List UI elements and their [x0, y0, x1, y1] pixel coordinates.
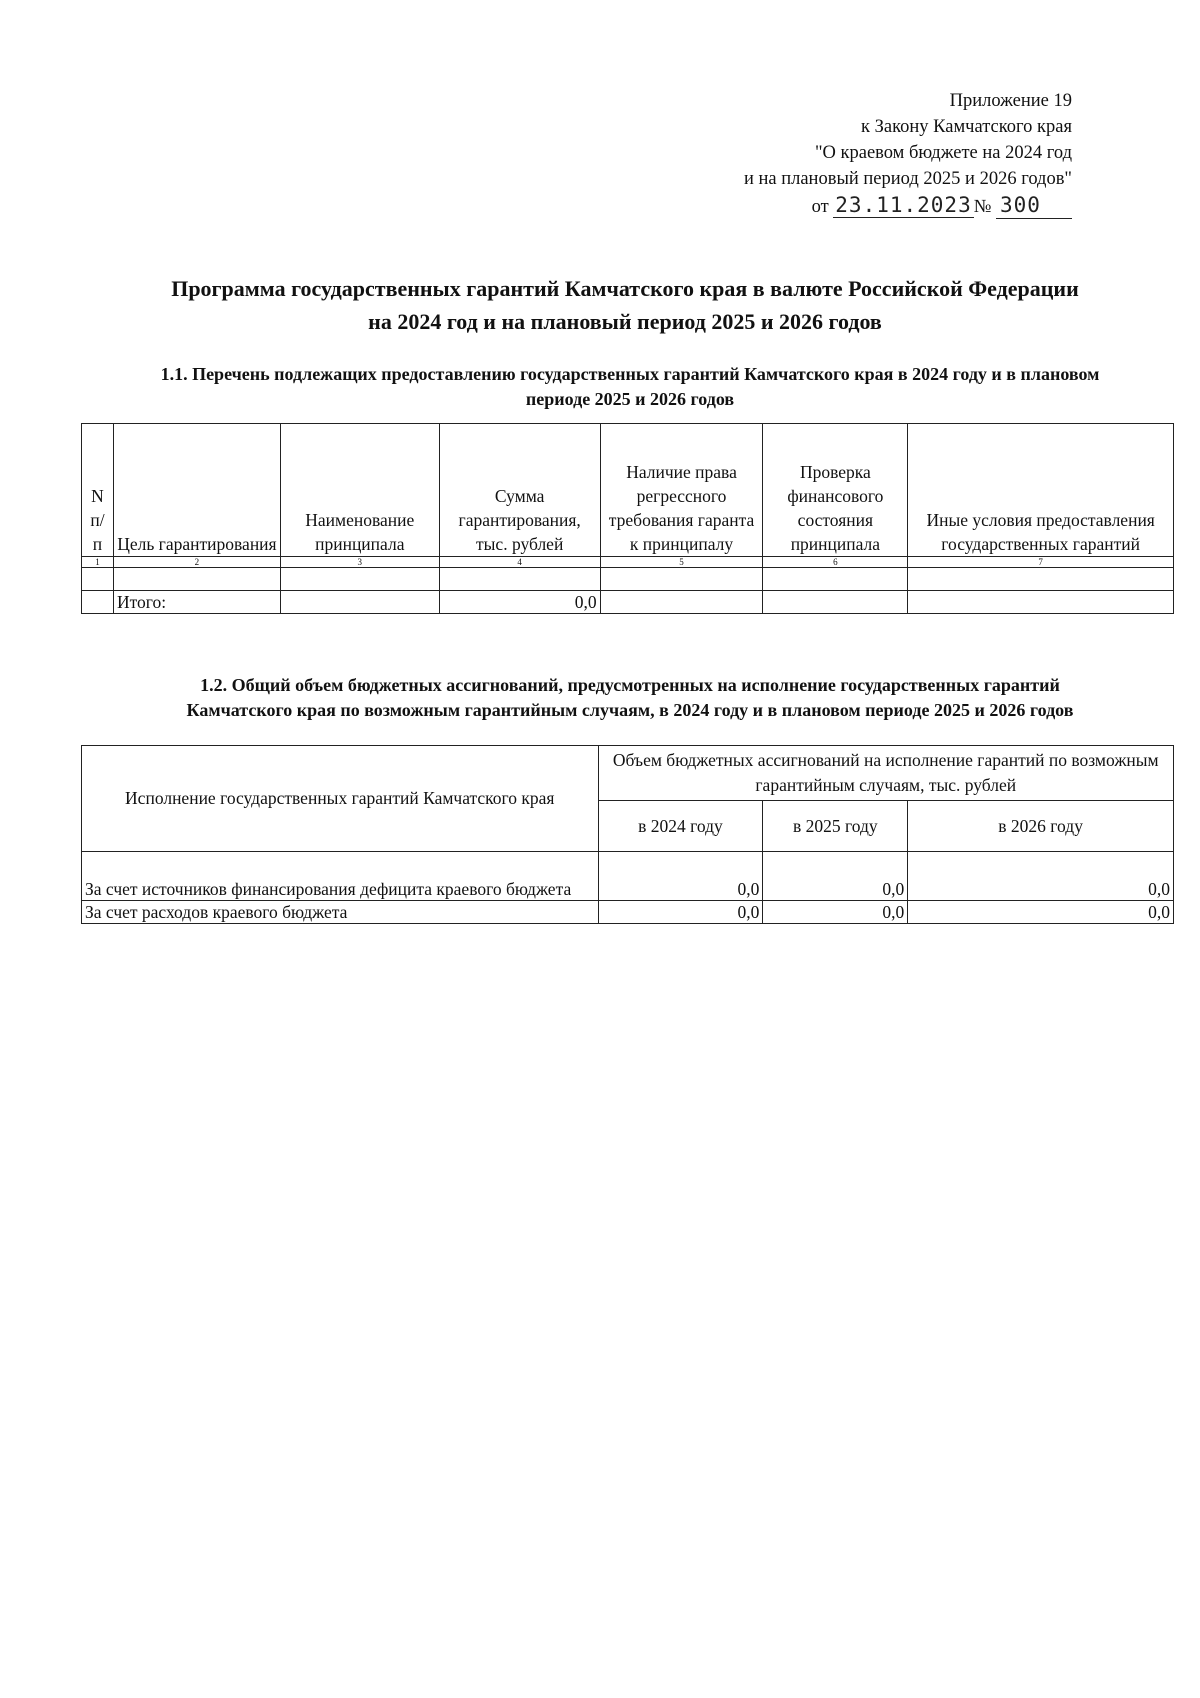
total-label: Итого: [113, 591, 280, 614]
table-cell [82, 568, 114, 591]
year-header: в 2026 году [908, 801, 1174, 852]
table-cell [280, 591, 439, 614]
table-row [82, 852, 1174, 901]
column-header: Цель гарантирования [113, 424, 280, 557]
table-cell [600, 568, 763, 591]
column-number: 6 [763, 557, 908, 568]
total-row [82, 591, 1174, 614]
table-cell [280, 568, 439, 591]
column-number: 4 [439, 557, 600, 568]
appendix-header [744, 88, 1072, 220]
law-date-number [744, 192, 1072, 220]
table-cell [439, 568, 600, 591]
section2-heading-line: Камчатского края по возможным гарантийным случаям, в 2024 году и в плановом периоде 2025 и 2026 годов [186, 700, 1074, 720]
column-header: Проверка финансового состояния принципала [763, 424, 908, 557]
law-date: 23.11.2023 [835, 193, 972, 217]
table-cell: 0,0 [598, 901, 763, 924]
page-title-line: на 2024 год и на плановый период 2025 и 2026 годов [368, 309, 882, 334]
column-number: 5 [600, 557, 763, 568]
appropriations-table [81, 745, 1174, 924]
table-cell [82, 591, 114, 614]
column-number: 2 [113, 557, 280, 568]
section1-heading-line: 1.1. Перечень подлежащих предоставлению государственных гарантий Камчатского края в 2024 году и в плановом [160, 364, 1100, 384]
table-header-row [82, 424, 1174, 557]
column-group-header: Объем бюджетных ассигнований на исполнение гарантий по возможным гарантийным случаям, тыс. рублей [598, 746, 1173, 801]
table-cell: 0,0 [908, 901, 1174, 924]
table-cell: 0,0 [763, 852, 908, 901]
number-prefix: № [973, 197, 992, 217]
page-title [60, 272, 1190, 338]
table-cell: 0,0 [598, 852, 763, 901]
column-header: Наименование принципала [280, 424, 439, 557]
table-row [82, 901, 1174, 924]
column-number-row [82, 557, 1174, 568]
section1-heading [80, 362, 1180, 412]
appendix-line: Приложение 19 [949, 91, 1072, 111]
column-header: Наличие права регрессного требования гаранта к принципалу [600, 424, 763, 557]
appendix-line: "О краевом бюджете на 2024 год [814, 143, 1072, 163]
column-header: Исполнение государственных гарантий Камчатского края [82, 746, 599, 852]
table-cell: 0,0 [763, 901, 908, 924]
year-header: в 2024 году [598, 801, 763, 852]
table-cell [908, 568, 1174, 591]
date-prefix: от [811, 197, 829, 217]
law-number: 300 [996, 192, 1072, 219]
row-label: За счет расходов краевого бюджета [82, 901, 599, 924]
table-cell [763, 591, 908, 614]
table-cell [908, 591, 1174, 614]
appendix-line: к Закону Камчатского края [861, 117, 1072, 137]
table-cell: 0,0 [908, 852, 1174, 901]
total-sum: 0,0 [439, 591, 600, 614]
table-cell [600, 591, 763, 614]
section1-heading-line: периоде 2025 и 2026 годов [525, 389, 735, 409]
year-header: в 2025 году [763, 801, 908, 852]
guarantees-table [81, 423, 1174, 614]
column-number: 7 [908, 557, 1174, 568]
section2-heading [80, 673, 1180, 723]
column-number: 1 [82, 557, 114, 568]
column-header: Иные условия предоставления государственных гарантий [908, 424, 1174, 557]
table-cell [763, 568, 908, 591]
column-header: Сумма гарантирования, тыс. рублей [439, 424, 600, 557]
table-row [82, 568, 1174, 591]
table-header-row [82, 746, 1174, 801]
row-label: За счет источников финансирования дефицита краевого бюджета [82, 852, 599, 901]
page-title-line: Программа государственных гарантий Камчатского края в валюте Российской Федерации [171, 276, 1079, 301]
appendix-line: и на плановый период 2025 и 2026 годов" [743, 169, 1072, 189]
table-cell [113, 568, 280, 591]
column-number: 3 [280, 557, 439, 568]
column-header: N п/ п [82, 424, 114, 557]
section2-heading-line: 1.2. Общий объем бюджетных ассигнований, предусмотренных на исполнение государственных гарантий [200, 675, 1060, 695]
